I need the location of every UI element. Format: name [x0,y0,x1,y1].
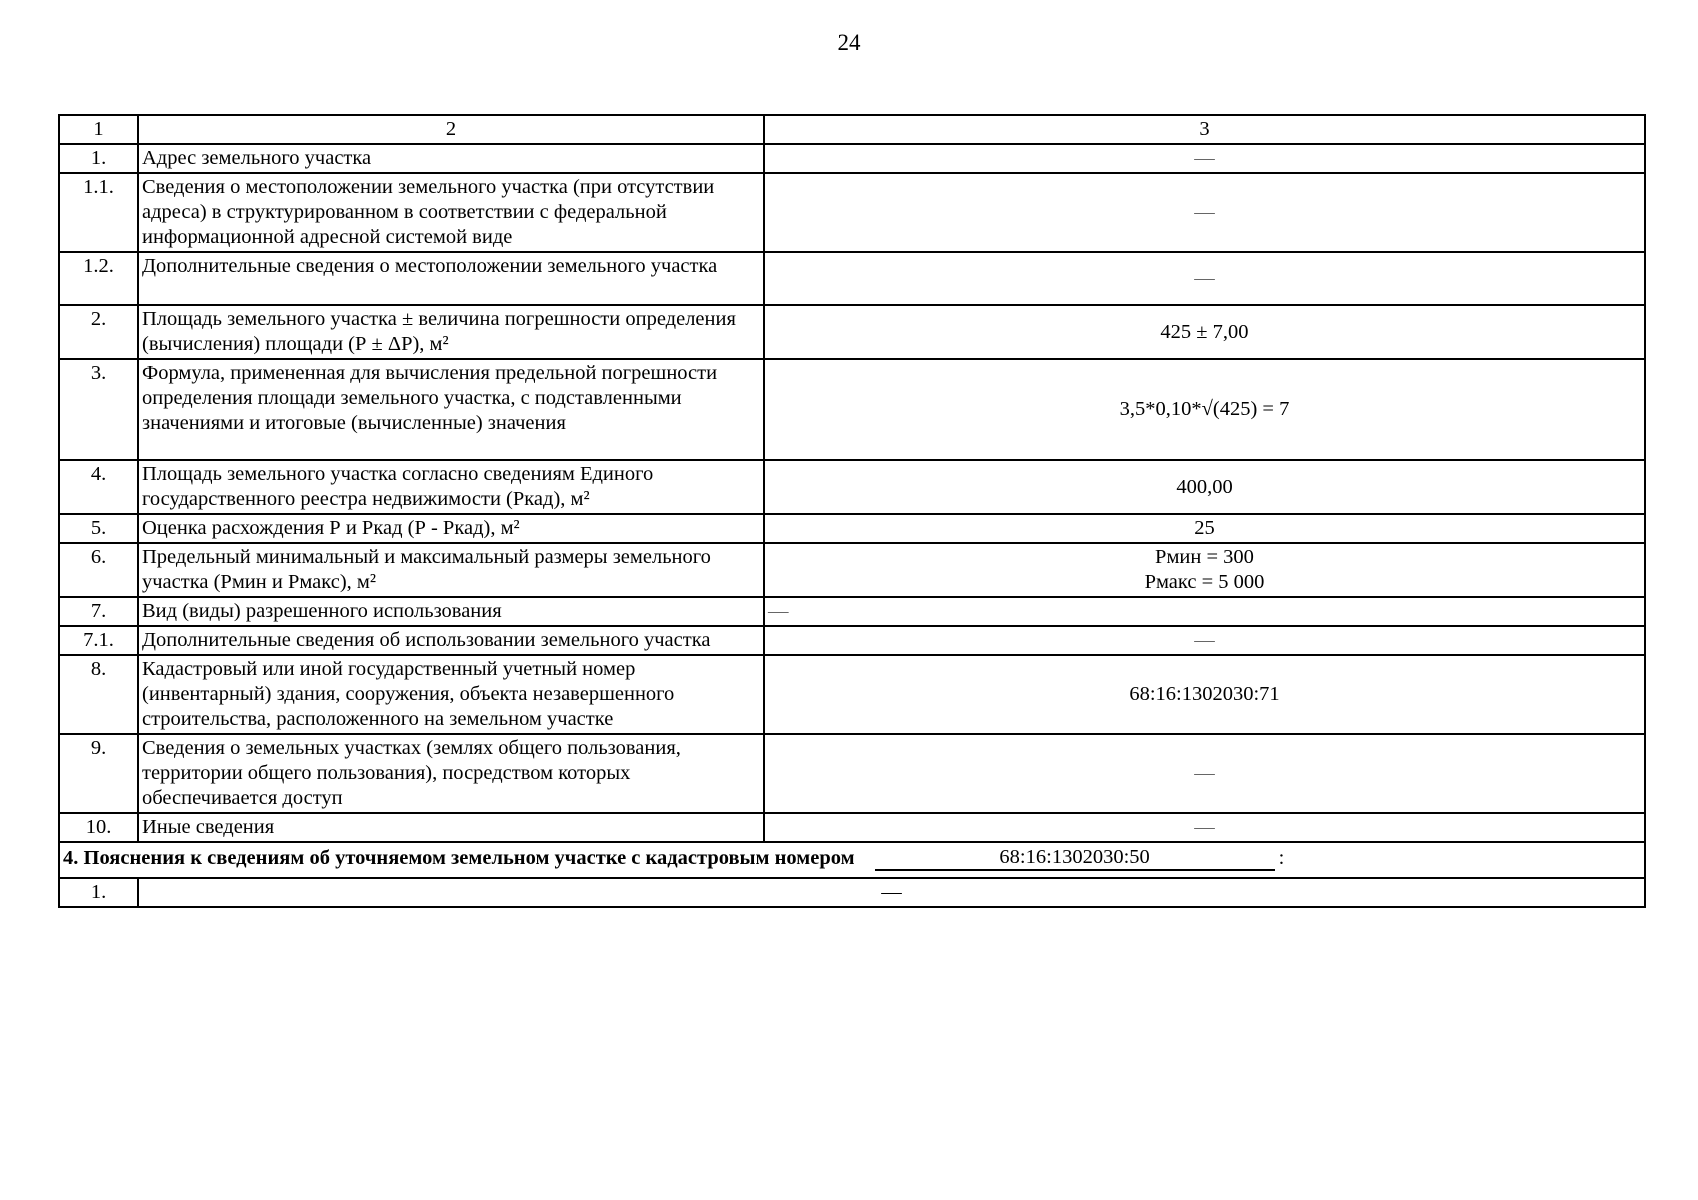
row-label: Кадастровый или иной государственный учетный номер (инвентарный) здания, сооружения, объекта незавершенного строительства, расположенного на земельном участке [138,655,764,734]
row-value [764,734,1645,813]
table-row [59,734,1645,813]
table-row [59,359,1645,460]
row-value [764,655,1645,734]
row-value-line: 68:16:1302030:71 [1129,683,1280,705]
row-number: 8. [59,655,138,734]
row-value-line: — [768,600,789,622]
row-number: 4. [59,460,138,514]
row-value-line: — [1194,267,1215,289]
row-value: — [138,878,1645,907]
row-label: Иные сведения [138,813,764,842]
row-value-line: 425 ± 7,00 [1160,320,1249,343]
row-label: Дополнительные сведения о местоположении земельного участка [138,252,764,305]
table-row [59,878,1645,907]
row-label: Сведения о земельных участках (землях общего пользования, территории общего пользования), посредством которых обеспечивается доступ [138,734,764,813]
row-number: 1. [59,878,138,907]
column-number-header-row [59,115,1645,144]
row-value-line: 3,5*0,10*√(425) = 7 [1119,398,1290,420]
table-row [59,144,1645,173]
row-value [764,514,1645,543]
row-value [764,543,1645,597]
section-4-cadastral-number: 68:16:1302030:50 [875,845,1275,871]
row-number: 2. [59,305,138,359]
table-row [59,655,1645,734]
row-value-line: Рмакс = 5 000 [1144,571,1265,593]
column-header-2: 2 [138,115,764,144]
row-number: 7. [59,597,138,626]
row-value [764,173,1645,252]
row-value-line: 25 [1194,517,1215,539]
row-value [764,460,1645,514]
row-label: Формула, примененная для вычисления предельной погрешности определения площади земельного участка, с подставленными значениями и итоговые (вычисленные) значения [138,359,764,460]
row-label: Вид (виды) разрешенного использования [138,597,764,626]
row-value-line: — [1194,147,1215,169]
column-header-1: 1 [59,115,138,144]
row-value-line: — [1194,201,1215,223]
section-4-header-cell [59,842,1645,878]
table-row [59,252,1645,305]
row-number: 7.1. [59,626,138,655]
column-header-3: 3 [764,115,1645,144]
table-row [59,460,1645,514]
table-row [59,597,1645,626]
table-row [59,543,1645,597]
row-value-line: — [1194,816,1215,838]
row-label: Дополнительные сведения об использовании земельного участка [138,626,764,655]
section-4-header [63,845,1641,871]
row-value-line: Рмин = 300 [1155,546,1254,568]
row-value [764,305,1645,359]
row-value [764,597,1645,626]
row-value [764,626,1645,655]
row-value [764,359,1645,460]
page-number: 24 [837,30,861,55]
row-number: 9. [59,734,138,813]
table-row [59,813,1645,842]
row-number: 5. [59,514,138,543]
row-value-line: — [1194,762,1215,784]
row-number: 3. [59,359,138,460]
section-4-title: 4. Пояснения к сведениям об уточняемом земельном участке с кадастровым номером [63,847,855,869]
table-row [59,514,1645,543]
section-4-header-row [59,842,1645,878]
section-4-colon: : [1278,847,1285,869]
row-value [764,252,1645,305]
row-label: Предельный минимальный и максимальный размеры земельного участка (Рмин и Рмакс), м² [138,543,764,597]
table-row [59,305,1645,359]
land-plot-details-table [58,114,1646,908]
row-number: 6. [59,543,138,597]
row-number: 1.2. [59,252,138,305]
row-label: Оценка расхождения Р и Ркад (Р - Ркад), м² [138,514,764,543]
row-value [764,813,1645,842]
row-label: Сведения о местоположении земельного участка (при отсутствии адреса) в структурированном в соответствии с федеральной информационной адресной системой виде [138,173,764,252]
row-number: 1. [59,144,138,173]
row-value-line: — [1194,629,1215,651]
row-value [764,144,1645,173]
row-number: 1.1. [59,173,138,252]
row-label: Адрес земельного участка [138,144,764,173]
table-row [59,626,1645,655]
row-number: 10. [59,813,138,842]
table-row [59,173,1645,252]
row-value-line: 400,00 [1176,475,1233,498]
row-label: Площадь земельного участка согласно сведениям Единого государственного реестра недвижимости (Ркад), м² [138,460,764,514]
row-label: Площадь земельного участка ± величина погрешности определения (вычисления) площади (Р ± ΔР), м² [138,305,764,359]
